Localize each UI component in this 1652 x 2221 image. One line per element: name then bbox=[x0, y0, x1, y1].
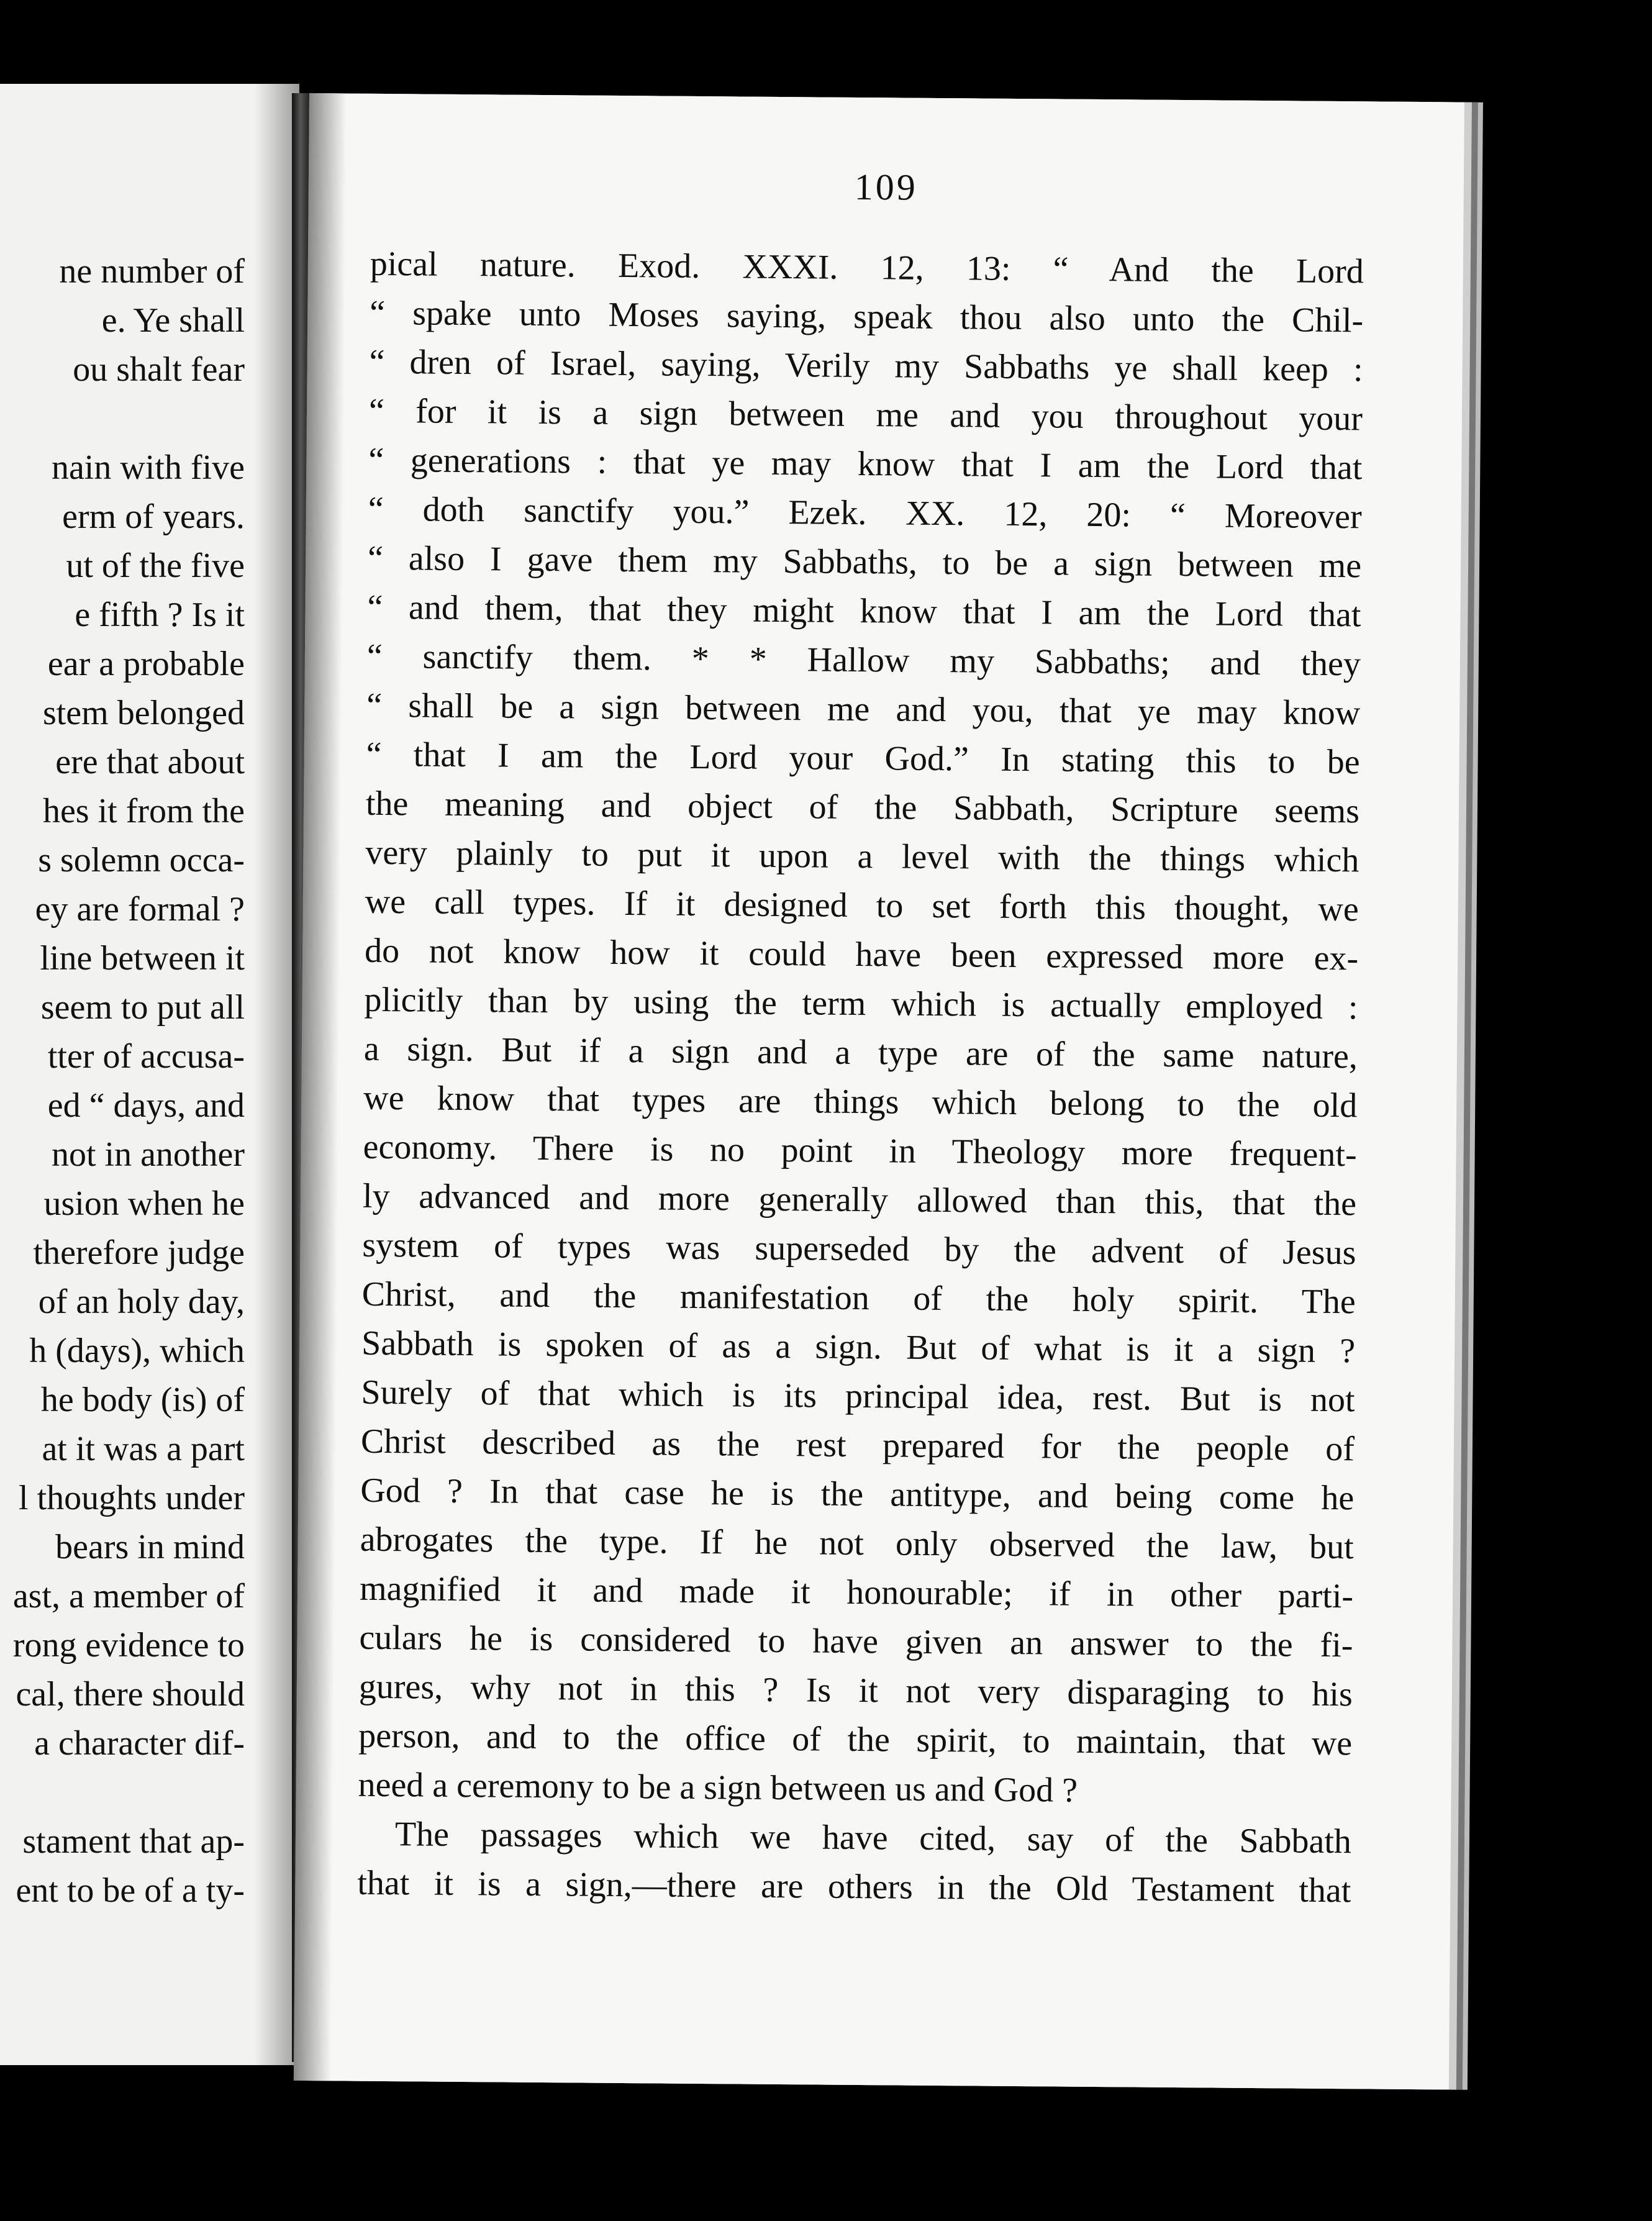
left-facing-page bbox=[0, 84, 299, 2065]
text-line: ly advanced and more generally allowed than this, that the bbox=[362, 1176, 1357, 1224]
text-line: “ for it is a sign between me and you throughout your bbox=[368, 391, 1363, 438]
left-page-line: ed “ days, and bbox=[47, 1086, 245, 1125]
text-line: we call types. If it designed to set forth this thought, we bbox=[365, 882, 1359, 929]
left-page-line: tter of accusa- bbox=[47, 1037, 245, 1076]
left-page-line: ne number of bbox=[59, 252, 245, 291]
text-line: person, and to the office of the spirit, to maintain, that we bbox=[358, 1716, 1353, 1763]
left-page-line: a character dif- bbox=[34, 1724, 245, 1763]
left-page-line: of an holy day, bbox=[38, 1283, 245, 1321]
left-page-line: stament that ap- bbox=[22, 1822, 245, 1861]
left-page-line: s solemn occa- bbox=[38, 841, 245, 879]
left-page-line: stem belonged bbox=[42, 694, 245, 732]
text-line: Sabbath is spoken of as a sign. But of what is it a sign ? bbox=[361, 1324, 1356, 1371]
left-page-line: ast, a member of bbox=[12, 1577, 245, 1615]
text-line: God ? In that case he is the antitype, and being come he bbox=[360, 1471, 1355, 1518]
text-line: magnified it and made it honourable; if in other parti- bbox=[359, 1569, 1354, 1616]
left-page-line: e fifth ? Is it bbox=[75, 596, 245, 634]
text-line: Christ described as the rest prepared for the people of bbox=[360, 1422, 1355, 1469]
left-page-line: ear a probable bbox=[47, 645, 245, 683]
left-page-line: nain with five bbox=[51, 448, 245, 487]
text-line: plicitly than by using the term which is actually employed : bbox=[364, 980, 1358, 1027]
left-page-line: ou shalt fear bbox=[73, 350, 245, 389]
text-line: Christ, and the manifestation of the holy spirit. The bbox=[361, 1274, 1356, 1322]
text-line: “ spake unto Moses saying, speak thou also unto the Chil- bbox=[369, 293, 1364, 340]
left-page-line: seem to put all bbox=[40, 988, 245, 1027]
text-line: “ dren of Israel, saying, Verily my Sabbaths ye shall keep : bbox=[369, 342, 1363, 389]
page-number: 109 bbox=[854, 166, 919, 208]
left-page-line: h (days), which bbox=[29, 1332, 245, 1370]
text-line: “ shall be a sign between me and you, that ye may know bbox=[366, 686, 1361, 733]
left-page-line: cal, there should bbox=[16, 1675, 245, 1714]
text-line: we know that types are things which belong to the old bbox=[363, 1078, 1358, 1125]
left-page-line: usion when he bbox=[43, 1184, 245, 1223]
text-line: “ sanctify them. * * Hallow my Sabbaths; and they bbox=[366, 637, 1361, 684]
left-page-line: hes it from the bbox=[42, 792, 245, 830]
left-page-line: he body (is) of bbox=[40, 1381, 245, 1419]
left-page-line: therefore judge bbox=[33, 1233, 245, 1272]
text-line: “ generations : that ye may know that I am the Lord that bbox=[368, 440, 1363, 488]
right-page bbox=[294, 93, 1464, 2090]
left-page-line: ut of the five bbox=[66, 547, 245, 585]
text-line: pical nature. Exod. XXXI. 12, 13: “ And the Lord bbox=[370, 244, 1364, 291]
left-page-line: ey are formal ? bbox=[35, 890, 245, 929]
left-page-line: bears in mind bbox=[55, 1528, 245, 1566]
text-line: need a ceremony to be a sign between us and God ? bbox=[358, 1765, 1078, 1810]
left-page-line: ent to be of a ty- bbox=[16, 1871, 245, 1910]
text-line: do not know how it could have been expressed more ex- bbox=[364, 931, 1359, 978]
text-line: culars he is considered to have given an answer to the fi- bbox=[359, 1618, 1353, 1665]
text-line: a sign. But if a sign and a type are of the same nature, bbox=[363, 1029, 1358, 1076]
text-line: abrogates the type. If he not only observed the law, but bbox=[360, 1520, 1354, 1567]
left-page-line: e. Ye shall bbox=[101, 301, 245, 340]
text-line: very plainly to put it upon a level with the things which bbox=[365, 833, 1359, 880]
text-line: economy. There is no point in Theology more frequent- bbox=[363, 1127, 1357, 1174]
text-line: “ doth sanctify you.” Ezek. XX. 12, 20: “ Moreover bbox=[368, 489, 1362, 537]
left-page-line: l thoughts under bbox=[19, 1479, 245, 1517]
left-page-line: at it was a part bbox=[42, 1430, 245, 1468]
text-line: “ also I gave them my Sabbaths, to be a sign between me bbox=[367, 538, 1362, 586]
text-line: system of types was superseded by the advent of Jesus bbox=[362, 1225, 1356, 1273]
left-page-line: not in another bbox=[51, 1135, 245, 1174]
text-line: The passages which we have cited, say of the Sabbath bbox=[394, 1815, 1352, 1861]
text-line: that it is a sign,—there are others in the Old Testament that bbox=[357, 1863, 1351, 1910]
text-line: Surely of that which is its principal idea, rest. But is not bbox=[361, 1373, 1355, 1420]
left-page-line: rong evidence to bbox=[12, 1626, 245, 1665]
text-line: “ that I am the Lord your God.” In stating this to be bbox=[366, 735, 1360, 782]
text-line: “ and them, that they might know that I am the Lord that bbox=[367, 588, 1361, 635]
left-page-line: ere that about bbox=[55, 743, 245, 781]
text-line: the meaning and object of the Sabbath, Scripture seems bbox=[365, 784, 1360, 831]
left-page-line: line between it bbox=[40, 939, 245, 978]
text-line: gures, why not in this ? Is it not very disparaging to his bbox=[358, 1667, 1353, 1714]
left-page-line: erm of years. bbox=[62, 497, 245, 536]
body-text bbox=[357, 240, 1364, 1915]
